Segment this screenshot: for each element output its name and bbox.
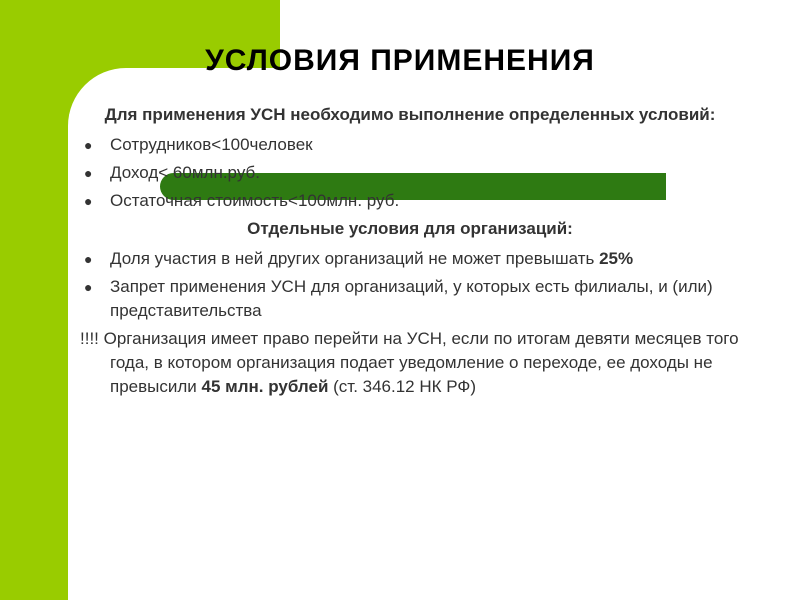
- list-item-text: Доход< 60млн.руб.: [110, 163, 260, 182]
- bullet-icon: ●: [84, 137, 93, 153]
- list-item-text: Остаточная стоимость<100млн. руб.: [110, 191, 400, 210]
- list-item: [80, 133, 740, 157]
- list-item: [80, 161, 740, 185]
- share-limit-value: 25%: [599, 249, 634, 268]
- list-item: [80, 275, 740, 323]
- bullet-icon: ●: [84, 165, 93, 181]
- transition-note: [80, 327, 740, 399]
- org-conditions-heading: Отдельные условия для организаций:: [247, 219, 573, 238]
- bullet-icon: ●: [84, 193, 93, 209]
- main-conditions-list: [80, 133, 740, 213]
- note-text: !!!! Организация имеет право перейти на УСН, если по итогам девяти месяцев того года, в котором организация подает уведомление о переходе, ее доходы не превысили: [80, 329, 739, 396]
- list-item-text: Доля участия в ней других организаций не может превышать: [110, 249, 600, 268]
- note-reference: (ст. 346.12 НК РФ): [328, 377, 476, 396]
- list-item-text: Сотрудников<100человек: [110, 135, 313, 154]
- list-item: [80, 247, 740, 271]
- slide-title: УСЛОВИЯ ПРИМЕНЕНИЯ: [205, 44, 595, 77]
- bullet-icon: ●: [84, 251, 93, 267]
- intro-text: Для применения УСН необходимо выполнение определенных условий:: [104, 105, 716, 124]
- list-item: [80, 189, 740, 213]
- income-limit-value: 45 млн. рублей: [201, 377, 329, 396]
- org-conditions-list: [80, 247, 740, 323]
- slide-content: [80, 103, 740, 399]
- bullet-icon: ●: [84, 279, 93, 295]
- list-item-text: Запрет применения УСН для организаций, у которых есть филиалы, и (или) представительства: [110, 277, 713, 320]
